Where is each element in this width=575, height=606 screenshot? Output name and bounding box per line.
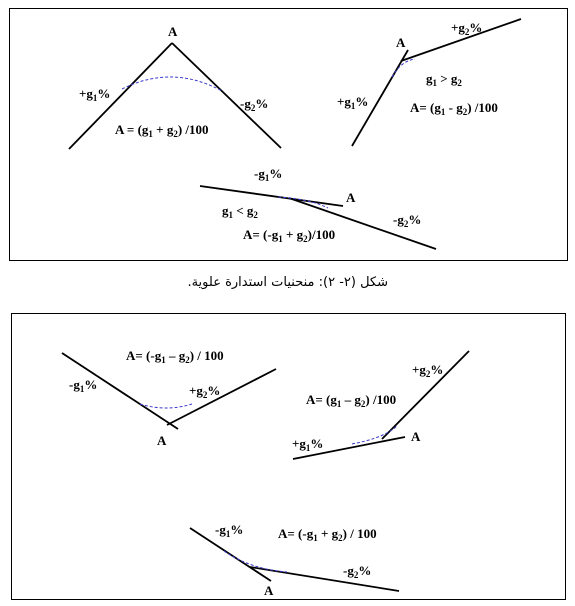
vertex-label: A (168, 24, 178, 39)
formula-label: $A= (-g_1 + g_2)/100$ (243, 227, 336, 244)
formula-label: $A= (g_1 - g_2)$ /100 (306, 392, 397, 409)
figure-caption: شكل (٢- ٢): منحنيات استدارة علوية. (187, 275, 388, 290)
grade-label-lower: $+g_1\%$ (292, 436, 324, 453)
bottom-diagram-panel (11, 313, 566, 600)
grade-line-right (167, 369, 276, 425)
grade-label-right: $-g_2\%$ (343, 563, 372, 580)
condition-label: $g_1 > g_2$ (426, 71, 462, 88)
bottom-positive-grades-figure (292, 351, 469, 459)
vertical-curve (224, 551, 287, 572)
top-crest-figure (69, 24, 281, 149)
vertex-label: A (396, 35, 406, 50)
grade-label-upper: $+g_2\%$ (451, 20, 483, 37)
grade-label-right: $-g_2\%$ (393, 212, 422, 229)
vertex-label: A (411, 429, 421, 444)
grade-label-right: $+g_2\%$ (189, 383, 221, 400)
top-diagram-panel (9, 8, 568, 261)
vertex-label: A (264, 583, 274, 598)
grade-label-right: $-g_2\%$ (240, 96, 269, 113)
vertex-label: A (346, 190, 356, 205)
vertical-curve (140, 404, 192, 408)
top-positive-grades-figure (337, 19, 521, 146)
formula-label: $A = (g_1 + g_2)$ /100 (115, 122, 209, 139)
formula-label: $A= (-g_1 - g_2) / 100$ (126, 348, 224, 365)
vertex-label: A (157, 433, 167, 448)
grade-label-left: $-g_1\%$ (69, 377, 98, 394)
bottom-sag-figure (62, 348, 276, 448)
grade-label-left: $-g_1\%$ (215, 522, 244, 539)
bottom-diagram-svg (12, 314, 565, 599)
grade-label-left: $-g_1\%$ (254, 166, 283, 183)
vertical-curve (392, 59, 415, 77)
vertical-curve (352, 426, 397, 444)
top-diagram-svg (10, 9, 567, 260)
grade-label-lower: $+g_1\%$ (337, 94, 369, 111)
condition-label: $g_1 < g_2$ (222, 203, 258, 220)
grade-label-upper: $+g_2\%$ (412, 362, 444, 379)
formula-label: $A= (-g_1 + g_2) / 100$ (278, 526, 377, 543)
grade-label-left: $+g_1\%$ (79, 86, 111, 103)
top-negative-grades-figure (200, 166, 436, 249)
bottom-negative-grades-figure (190, 522, 399, 598)
formula-label: $A= (g_1 - g_2)$ /100 (410, 100, 498, 117)
